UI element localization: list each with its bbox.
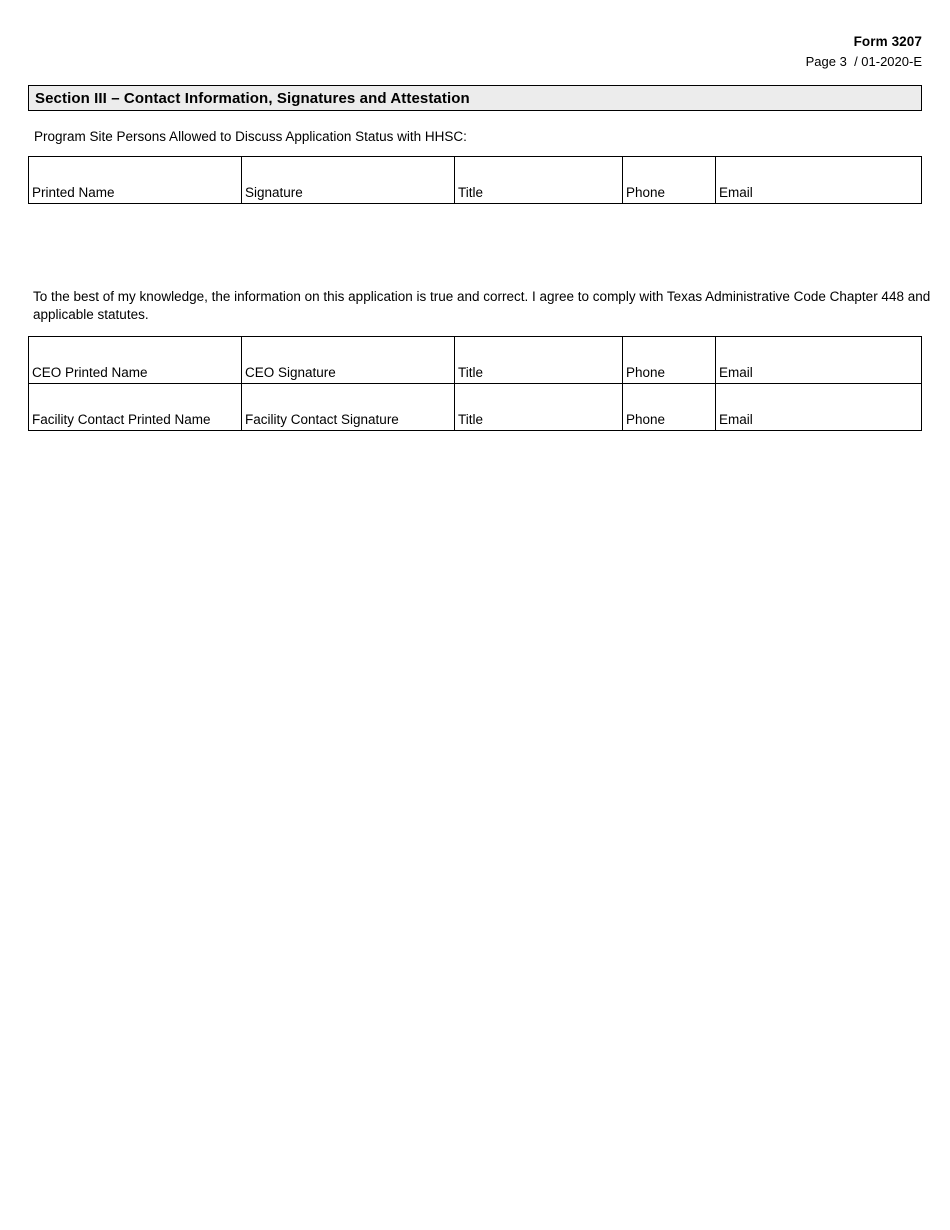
attestation-text: To the best of my knowledge, the information on this application is true and correct. I agree to comply with Texas Administrative Code Chapter 448 and applicable statutes. xyxy=(33,289,931,322)
cell-printed-name[interactable]: Printed Name xyxy=(29,157,242,204)
table-row[interactable] xyxy=(29,157,922,204)
section-title: Section III – Contact Information, Signatures and Attestation xyxy=(35,89,470,107)
cell-title[interactable]: Title xyxy=(455,157,623,204)
cell-phone[interactable]: Phone xyxy=(623,157,716,204)
cell-facility-contact-signature[interactable]: Facility Contact Signature xyxy=(242,384,455,431)
cell-ceo-signature[interactable]: CEO Signature xyxy=(242,337,455,384)
cell-email[interactable]: Email xyxy=(716,157,922,204)
cell-facility-contact-title[interactable]: Title xyxy=(455,384,623,431)
section-header-bar xyxy=(28,85,922,111)
signature-attestation-table xyxy=(28,336,922,431)
cell-ceo-title[interactable]: Title xyxy=(455,337,623,384)
cell-facility-contact-printed-name[interactable]: Facility Contact Printed Name xyxy=(29,384,242,431)
table-row[interactable] xyxy=(29,384,922,431)
page-header xyxy=(28,0,922,71)
form-number: Form 3207 xyxy=(853,34,922,49)
program-site-contacts-table xyxy=(28,156,922,204)
cell-ceo-printed-name[interactable]: CEO Printed Name xyxy=(29,337,242,384)
cell-signature[interactable]: Signature xyxy=(242,157,455,204)
cell-ceo-email[interactable]: Email xyxy=(716,337,922,384)
table-row[interactable] xyxy=(29,337,922,384)
cell-facility-contact-email[interactable]: Email xyxy=(716,384,922,431)
intro-text: Program Site Persons Allowed to Discuss Application Status with HHSC: xyxy=(34,129,467,144)
page-info: Page 3 / 01-2020-E xyxy=(805,54,922,69)
cell-facility-contact-phone[interactable]: Phone xyxy=(623,384,716,431)
cell-ceo-phone[interactable]: Phone xyxy=(623,337,716,384)
